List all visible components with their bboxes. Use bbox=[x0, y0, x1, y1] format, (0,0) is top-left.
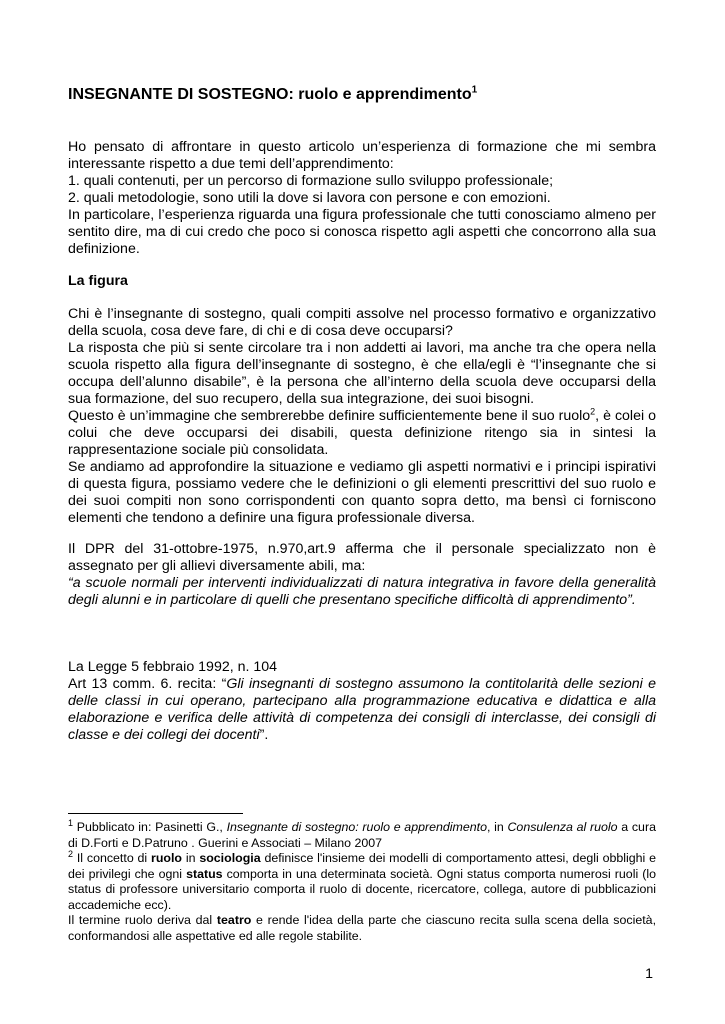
legge-quote: Gli insegnanti di sostegno assumono la contitolarità delle sezioni e delle classi in cui operano, partecipano alla programmazione educativa e didattica e alla elaborazione e verifica delle attività di competenza dei consigli di interclasse, dei consigli di classe e dei collegi dei docenti bbox=[68, 676, 656, 743]
legge-prefix: Art 13 comm. 6. recita: “ bbox=[68, 676, 227, 692]
footnote-2-text: Il concetto di bbox=[73, 851, 152, 865]
footnote-2-text-c: definisce l'insieme dei modelli di comportamento attesi, degli obblighi e dei privilegi che ogni bbox=[68, 851, 656, 881]
legge-article bbox=[68, 676, 656, 744]
section-heading: La figura bbox=[68, 273, 128, 289]
footnote-2-bold-teatro: teatro bbox=[216, 913, 252, 927]
footnote-2-text-d: comporta in una determinata società. Ogni status comporta numerosi ruoli (lo status di professore universitario comporta il ruolo di docente, ricercatore, collega, autore di pubblicazioni accademiche ecc). bbox=[68, 866, 656, 912]
footnote-1-text-c: a cura di D.Forti e D.Patruno . Guerini e Associati – Milano 2007 bbox=[68, 820, 656, 850]
footnote-2 bbox=[68, 848, 656, 913]
list-item-2: 2. quali metodologie, sono utili la dove si lavora con persone e con emozioni. bbox=[68, 190, 551, 206]
dpr-text: Il DPR del 31-ottobre-1975, n.970,art.9 afferma che il personale specializzato non è assegnato per gli allievi diversamente abili, ma: bbox=[68, 541, 656, 574]
footnote-1-text-b: , in bbox=[486, 820, 508, 834]
footnotes bbox=[68, 817, 657, 944]
footnote-2-cont bbox=[68, 913, 656, 944]
footnote-1-text: Pubblicato in: Pasinetti G., bbox=[73, 820, 227, 834]
footnote-2-text-b: in bbox=[182, 851, 200, 865]
list-item-1: 1. quali contenuti, per un percorso di formazione sullo sviluppo professionale; bbox=[68, 173, 554, 189]
footnote-divider bbox=[68, 813, 243, 814]
legge-block bbox=[68, 659, 656, 744]
footnote-2-number: 2 bbox=[68, 848, 74, 859]
dpr-block bbox=[68, 541, 656, 609]
paragraph-3-text: Questo è un’immagine che sembrerebbe definire sufficientemente bene il suo ruolo bbox=[68, 408, 591, 424]
footnote-2-bold-sociologia: sociologia bbox=[199, 851, 261, 865]
intro-paragraph: Ho pensato di affrontare in questo articolo un’esperienza di formazione che mi sembra interessante rispetto a due temi dell’apprendimento: bbox=[68, 139, 656, 172]
footnote-1-title: Insegnante di sostegno: ruolo e apprendimento bbox=[226, 820, 487, 834]
footnote-ref-2: 2 bbox=[590, 406, 596, 417]
legge-suffix: ”. bbox=[259, 727, 269, 743]
intro-block bbox=[68, 139, 656, 258]
footnote-2-bold-ruolo: ruolo bbox=[151, 851, 183, 865]
footnote-1-journal: Consulenza al ruolo bbox=[507, 820, 618, 834]
section-paragraph-3 bbox=[68, 408, 656, 459]
footnote-2-bold-status: status bbox=[186, 866, 223, 881]
section-paragraph-1: Chi è l’insegnante di sostegno, quali compiti assolve nel processo formativo e organizzativo della scuola, cosa deve fare, di chi e di cosa deve occuparsi? bbox=[68, 306, 656, 339]
footnote-ref-1: 1 bbox=[471, 84, 478, 96]
intro-paragraph-2: In particolare, l’esperienza riguarda una figura professionale che tutti conosciamo almeno per sentito dire, ma di cui credo che poco si conosca rispetto agli aspetti che concorrono alla sua definizione. bbox=[68, 207, 656, 257]
dpr-quote: “a scuole normali per interventi individualizzati di natura integrativa in favore della generalità degli alunni e in particolare di quelli che presentano specifiche difficoltà di apprendimento”. bbox=[68, 575, 656, 608]
footnote-2-text-e: Il termine ruolo deriva dal bbox=[68, 913, 217, 927]
section-paragraph-2: La risposta che più si sente circolare tra i non addetti ai lavori, ma anche tra che opera nella scuola rispetto alla figura dell’insegnante di sostegno, è che ella/egli è “l’insegnante che si occupa dell’alunno disabile”, è la persona che all’interno della scuola deve occuparsi della sua formazione, del suo recupero, della sua integrazione, dei suoi bisogni. bbox=[68, 340, 656, 407]
section-paragraph-4: Se andiamo ad approfondire la situazione e vediamo gli aspetti normativi e i principi ispirativi di questa figura, possiamo vedere che le definizioni o gli elementi prescrittivi del suo ruolo e dei suoi compiti non sono corrispondenti con quanto sopra detto, ma bensì ci forniscono elementi che tendono a definire una figura professionale diversa. bbox=[68, 459, 656, 526]
paragraph-3-text-cont: , è colei o colui che deve occuparsi dei disabili, questa definizione ritengo sia in sintesi la rappresentazione sociale più consolidata. bbox=[68, 408, 656, 458]
title-text: INSEGNANTE DI SOSTEGNO: ruolo e apprendimento bbox=[68, 86, 472, 103]
footnote-2-text-f: e rende l'idea della parte che ciascuno recita sulla scena della società, conformandosi alle aspettative ed alle regole stabilite. bbox=[68, 913, 657, 943]
document-title bbox=[68, 86, 477, 104]
footnote-1 bbox=[68, 817, 656, 851]
section-body bbox=[68, 306, 656, 527]
page-number: 1 bbox=[645, 966, 653, 982]
footnote-1-number: 1 bbox=[68, 817, 74, 828]
legge-title: La Legge 5 febbraio 1992, n. 104 bbox=[68, 659, 278, 675]
